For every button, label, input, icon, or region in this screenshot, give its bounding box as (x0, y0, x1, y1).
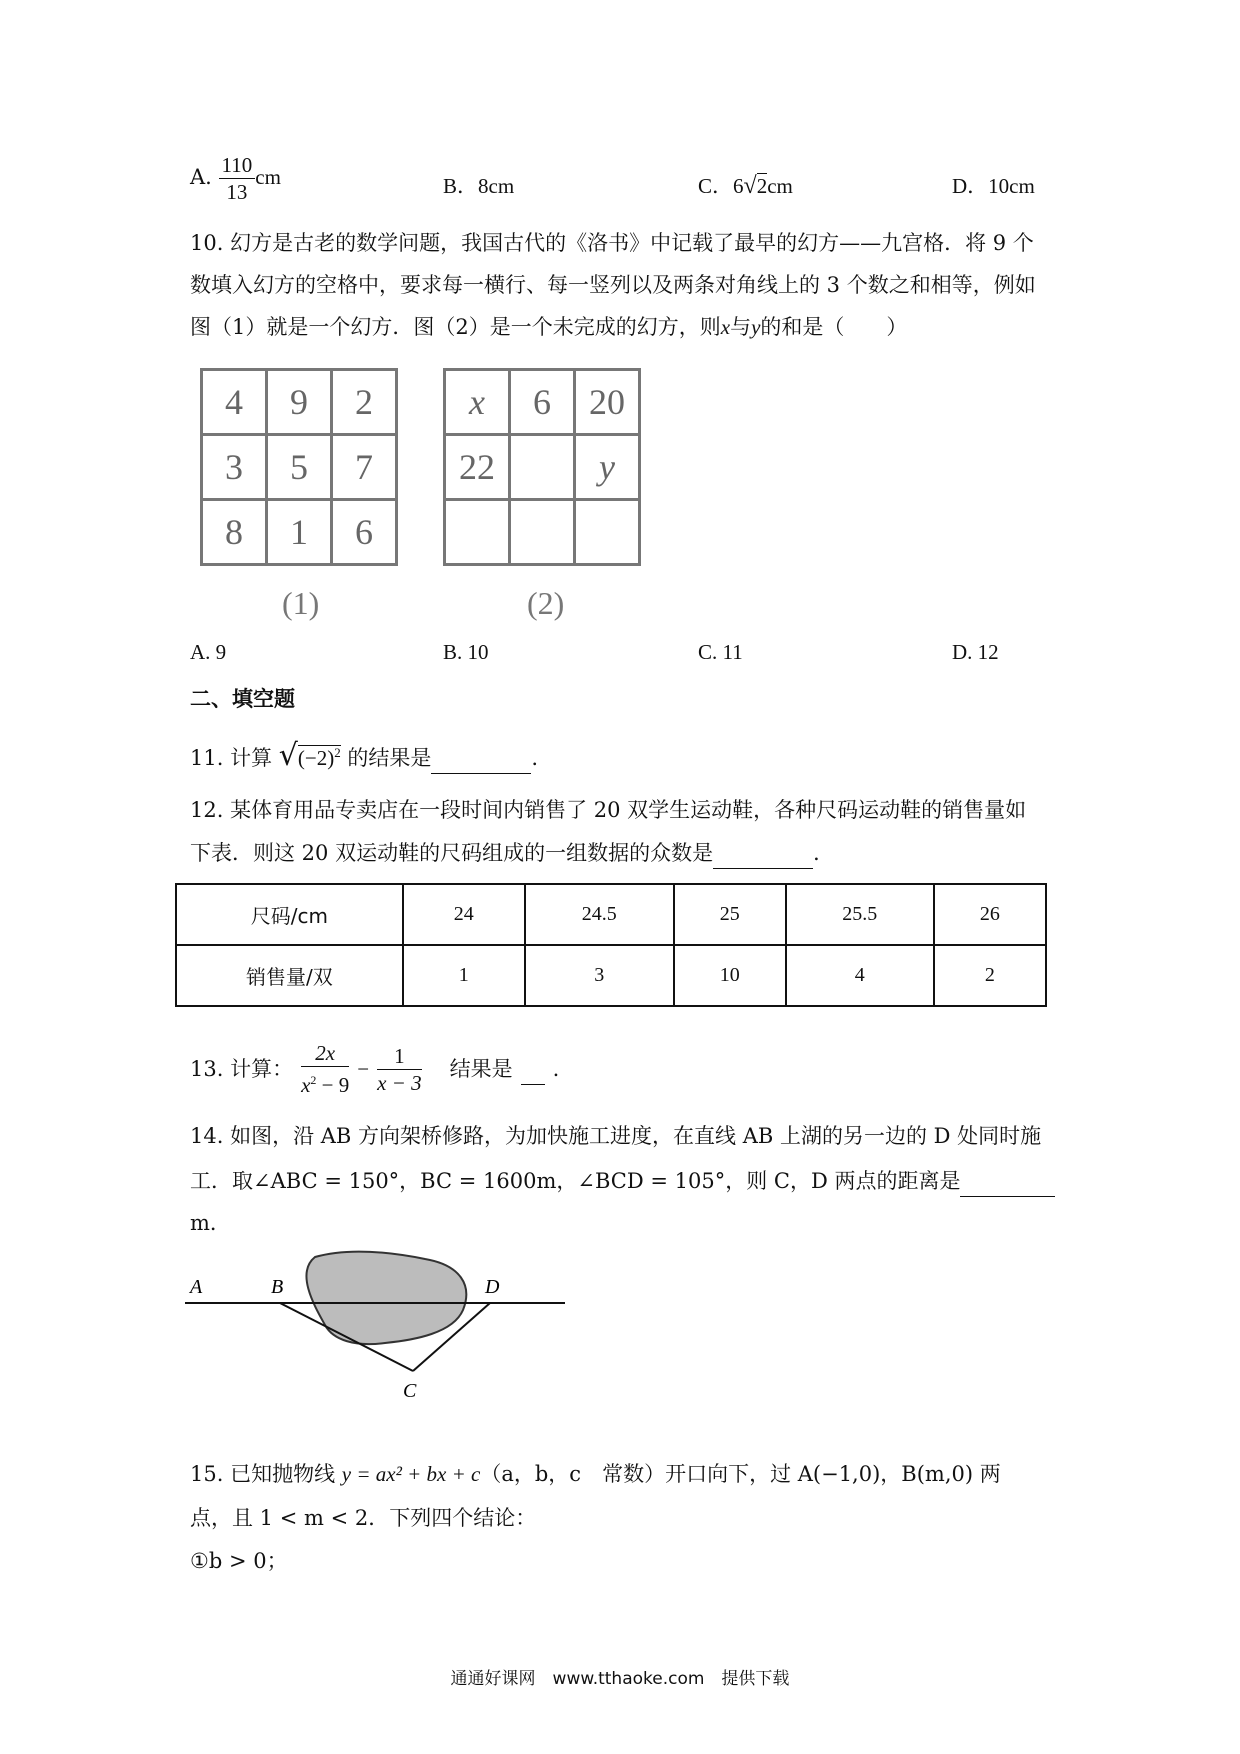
size-cell: 25.5 (786, 884, 934, 945)
q10-line-3 (190, 312, 907, 342)
caption-figure-1: (1) (282, 585, 320, 621)
cell: y (575, 435, 640, 500)
cell: 4 (202, 370, 267, 435)
fraction-1 (301, 1040, 349, 1098)
radicand (298, 745, 341, 770)
q9-option-c (698, 170, 793, 200)
q12-line-2 (190, 838, 834, 869)
page-footer: 通通好课网 www.tthaoke.com 提供下载 (450, 1669, 790, 1689)
count-cell: 10 (674, 945, 786, 1006)
label-c: C (403, 1380, 417, 1402)
variable-x: x (720, 315, 731, 339)
text: 11. 计算 (190, 746, 273, 770)
cell: 3 (202, 435, 267, 500)
text: . (531, 746, 539, 770)
text: 图（1）就是一个幻方．图（2）是一个未完成的幻方，则 (190, 315, 721, 339)
q15-line-2: 点，且 1 < m < 2．下列四个结论： (190, 1506, 537, 1530)
text: （a，b，c 常数）开口向下，过 A(−1,0)，B(m,0) 两 (480, 1462, 1001, 1486)
q10-line-2: 数填入幻方的空格中，要求每一横行、每一竖列以及两条对角线上的 3 个数之和相等，例如 (190, 273, 1036, 297)
q9-option-d: D．10cm (952, 174, 1035, 198)
section-title: 二、填空题 (190, 687, 295, 711)
cell: 22 (445, 435, 510, 500)
lake-bridge-diagram (185, 1245, 575, 1405)
cell: 8 (202, 500, 267, 565)
table-row (202, 435, 397, 500)
text: 结果是 (449, 1057, 513, 1081)
table-row (202, 370, 397, 435)
base: x (301, 1073, 311, 1097)
answer-blank[interactable] (521, 1054, 545, 1085)
table-row (202, 500, 397, 565)
q14-line-1: 14. 如图，沿 AB 方向架桥修路，为加快施工进度，在直线 AB 上湖的另一边的 D 处同时施 (190, 1124, 1042, 1148)
text: 工．取∠ABC = 150°，BC = 1600m，∠BCD = 105°，则 C，D 两点的距离是 (190, 1169, 961, 1193)
table-row (176, 884, 1046, 945)
answer-blank[interactable] (960, 1166, 1055, 1197)
cell (510, 435, 575, 500)
text: 与 (730, 315, 752, 339)
size-cell: 24.5 (525, 884, 674, 945)
text: 的结果是 (347, 746, 432, 770)
minus-sign: − (357, 1057, 370, 1081)
q12-line-1: 12. 某体育用品专卖店在一段时间内销售了 20 双学生运动鞋，各种尺码运动鞋的销售量如 (190, 798, 1027, 822)
cell: 2 (332, 370, 397, 435)
denominator (301, 1067, 349, 1098)
q9-option-b: B．8cm (443, 174, 515, 198)
magic-square-2 (443, 368, 641, 566)
radical-sign-icon: √ (278, 738, 298, 773)
coefficient: 6 (733, 174, 744, 198)
cell: 1 (267, 500, 332, 565)
table-header: 尺码/cm (176, 884, 403, 945)
radical-sign-icon: √ (743, 173, 757, 199)
equation: y = ax² + bx + c (341, 1462, 481, 1486)
numerator-text: 2x (315, 1041, 336, 1065)
fraction-2 (377, 1043, 422, 1096)
label-a: A (190, 1276, 203, 1298)
count-cell: 1 (403, 945, 525, 1006)
size-cell: 24 (403, 884, 525, 945)
q10-line-1: 10. 幻方是古老的数学问题，我国古代的《洛书》中记载了最早的幻方——九宫格．将 9 个 (190, 231, 1034, 255)
numerator: 110 (219, 152, 256, 179)
denominator: x − 3 (377, 1070, 422, 1095)
lake-shape (306, 1252, 466, 1344)
size-cell: 26 (934, 884, 1046, 945)
exponent: 2 (334, 745, 341, 760)
text: ． (813, 841, 835, 865)
text: 下表．则这 20 双运动鞋的尺码组成的一组数据的众数是 (190, 841, 714, 865)
radicand: 2 (756, 174, 768, 198)
q10-option-c: C. 11 (698, 640, 743, 664)
cell (445, 500, 510, 565)
option-label: A. (190, 165, 212, 189)
count-cell: 3 (525, 945, 674, 1006)
size-cell: 25 (674, 884, 786, 945)
variable-y: y (751, 315, 761, 339)
unit: cm (767, 174, 793, 198)
q15-line-1 (190, 1459, 1001, 1489)
q14-line-2 (190, 1166, 1055, 1197)
answer-blank[interactable] (431, 743, 531, 774)
denominator-tail: − 9 (316, 1073, 350, 1097)
cell (510, 500, 575, 565)
text: . (552, 1057, 560, 1081)
unit: cm (255, 165, 281, 189)
numerator: 1 (377, 1043, 422, 1070)
table-row (176, 945, 1046, 1006)
q14-line-3: m． (190, 1211, 231, 1235)
text: 13. 计算： (190, 1057, 294, 1081)
text: 的和是（ ） (760, 315, 908, 339)
label-d: D (485, 1276, 500, 1298)
table-row (445, 500, 640, 565)
cell: 20 (575, 370, 640, 435)
q10-option-d: D. 12 (952, 640, 999, 664)
cell: 6 (332, 500, 397, 565)
count-cell: 4 (786, 945, 934, 1006)
caption-figure-2: (2) (527, 585, 565, 621)
cell (575, 500, 640, 565)
label-b: B (271, 1276, 284, 1298)
q10-option-a: A. 9 (190, 640, 227, 664)
table-row (445, 370, 640, 435)
q10-option-b: B. 10 (443, 640, 489, 664)
table-row (445, 435, 640, 500)
q13 (190, 1040, 559, 1098)
q9-option-a (190, 152, 281, 205)
text: 15. 已知抛物线 (190, 1462, 342, 1486)
fraction (219, 152, 256, 205)
shoe-size-table (175, 883, 1047, 1007)
row-label: 销售量/双 (176, 945, 403, 1006)
cell: 9 (267, 370, 332, 435)
denominator: 13 (226, 180, 248, 204)
cell: 6 (510, 370, 575, 435)
count-cell: 2 (934, 945, 1046, 1006)
exponent: 2 (310, 1073, 317, 1087)
cell: 5 (267, 435, 332, 500)
magic-square-1 (200, 368, 398, 566)
cell: x (445, 370, 510, 435)
base: (−2) (297, 746, 335, 770)
cell: 7 (332, 435, 397, 500)
numerator (301, 1040, 349, 1067)
answer-blank[interactable] (713, 838, 813, 869)
option-label: C． (698, 174, 734, 198)
q15-line-3: ①b > 0； (190, 1549, 288, 1573)
q11 (190, 738, 538, 774)
